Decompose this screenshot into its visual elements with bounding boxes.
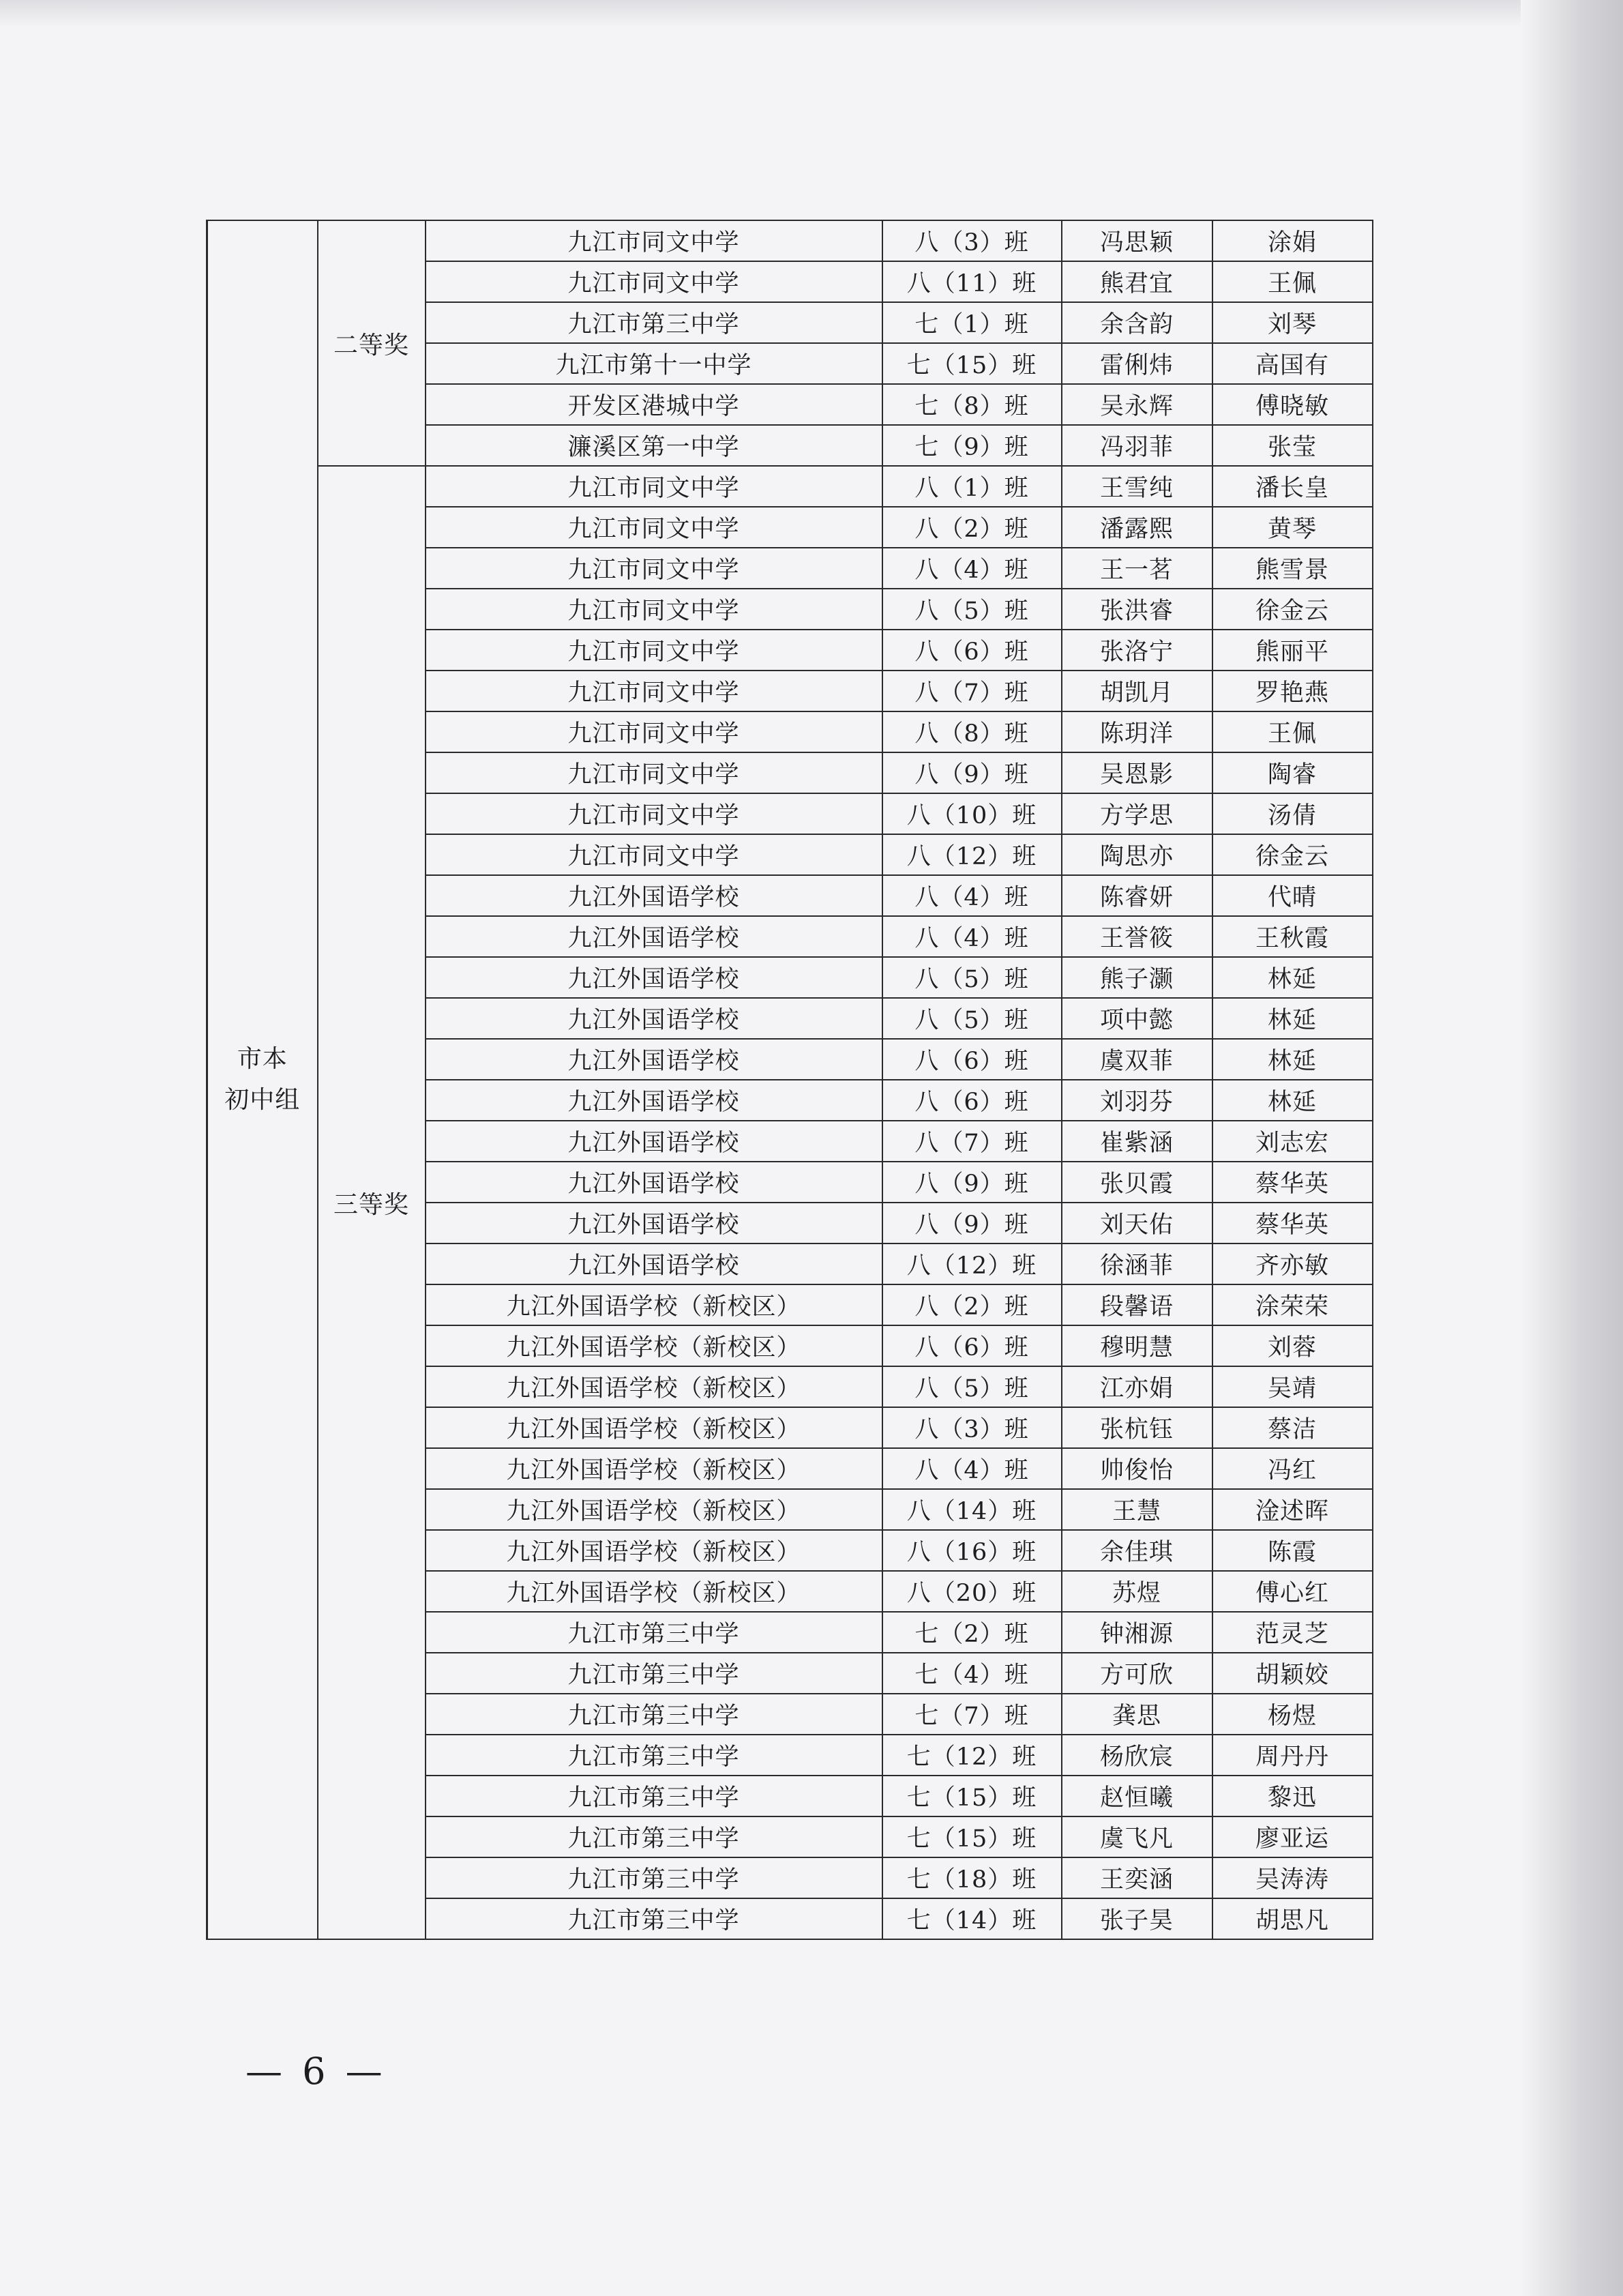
student-cell: 方学思 [1062, 793, 1212, 834]
class-cell: 七（9）班 [882, 425, 1062, 466]
teacher-cell: 蔡华英 [1212, 1203, 1373, 1243]
student-cell: 张杭钰 [1062, 1407, 1212, 1448]
school-cell: 九江外国语学校 [426, 998, 882, 1039]
school-cell: 九江市同文中学 [426, 261, 882, 302]
school-cell: 九江外国语学校 [426, 1203, 882, 1243]
teacher-cell: 林延 [1212, 1080, 1373, 1121]
student-cell: 陈睿妍 [1062, 875, 1212, 916]
teacher-cell: 徐金云 [1212, 834, 1373, 875]
student-cell: 钟湘源 [1062, 1612, 1212, 1653]
student-cell: 余含韵 [1062, 302, 1212, 343]
school-cell: 九江市第三中学 [426, 1694, 882, 1735]
teacher-cell: 陶睿 [1212, 752, 1373, 793]
student-cell: 陈玥洋 [1062, 711, 1212, 752]
student-cell: 熊君宜 [1062, 261, 1212, 302]
student-cell: 王誉筱 [1062, 916, 1212, 957]
student-cell: 穆明慧 [1062, 1325, 1212, 1366]
teacher-cell: 杨煜 [1212, 1694, 1373, 1735]
class-cell: 八（3）班 [882, 1407, 1062, 1448]
teacher-cell: 王佩 [1212, 261, 1373, 302]
teacher-cell: 熊丽平 [1212, 630, 1373, 671]
teacher-cell: 陈霞 [1212, 1530, 1373, 1571]
school-cell: 九江市第三中学 [426, 1776, 882, 1816]
school-cell: 九江市同文中学 [426, 630, 882, 671]
teacher-cell: 罗艳燕 [1212, 671, 1373, 711]
school-cell: 九江市同文中学 [426, 671, 882, 711]
school-cell: 九江外国语学校 [426, 1243, 882, 1284]
teacher-cell: 林延 [1212, 957, 1373, 998]
school-cell: 九江市同文中学 [426, 752, 882, 793]
teacher-cell: 蔡洁 [1212, 1407, 1373, 1448]
class-cell: 八（14）班 [882, 1489, 1062, 1530]
table-row [207, 220, 1373, 261]
class-cell: 八（4）班 [882, 916, 1062, 957]
awards-table [206, 220, 1373, 1940]
teacher-cell: 林延 [1212, 998, 1373, 1039]
teacher-cell: 傅晓敏 [1212, 384, 1373, 425]
scan-shadow-top [0, 0, 1623, 27]
teacher-cell: 淦述晖 [1212, 1489, 1373, 1530]
class-cell: 八（12）班 [882, 834, 1062, 875]
group-label-line: 初中组 [224, 1086, 301, 1114]
school-cell: 九江市第三中学 [426, 1816, 882, 1857]
teacher-cell: 张莹 [1212, 425, 1373, 466]
student-cell: 苏煜 [1062, 1571, 1212, 1612]
student-cell: 张洛宁 [1062, 630, 1212, 671]
teacher-cell: 高国有 [1212, 343, 1373, 384]
student-cell: 崔紫涵 [1062, 1121, 1212, 1162]
school-cell: 九江市同文中学 [426, 834, 882, 875]
teacher-cell: 周丹丹 [1212, 1735, 1373, 1776]
class-cell: 七（1）班 [882, 302, 1062, 343]
student-cell: 熊子灏 [1062, 957, 1212, 998]
student-cell: 吴永辉 [1062, 384, 1212, 425]
student-cell: 潘露熙 [1062, 507, 1212, 548]
class-cell: 八（6）班 [882, 1325, 1062, 1366]
teacher-cell: 林延 [1212, 1039, 1373, 1080]
scan-shadow-edge [1521, 0, 1623, 2296]
group-cell [207, 220, 318, 1939]
student-cell: 项中懿 [1062, 998, 1212, 1039]
teacher-cell: 蔡华英 [1212, 1162, 1373, 1203]
school-cell: 九江市同文中学 [426, 589, 882, 630]
teacher-cell: 徐金云 [1212, 589, 1373, 630]
class-cell: 七（15）班 [882, 1776, 1062, 1816]
class-cell: 八（5）班 [882, 589, 1062, 630]
school-cell: 九江外国语学校 [426, 1080, 882, 1121]
student-cell: 冯羽菲 [1062, 425, 1212, 466]
school-cell: 九江市同文中学 [426, 466, 882, 507]
teacher-cell: 齐亦敏 [1212, 1243, 1373, 1284]
school-cell: 九江市第十一中学 [426, 343, 882, 384]
student-cell: 龚思 [1062, 1694, 1212, 1735]
teacher-cell: 刘琴 [1212, 302, 1373, 343]
school-cell: 九江市同文中学 [426, 220, 882, 261]
student-cell: 方可欣 [1062, 1653, 1212, 1694]
class-cell: 八（2）班 [882, 1284, 1062, 1325]
class-cell: 七（8）班 [882, 384, 1062, 425]
class-cell: 七（15）班 [882, 1816, 1062, 1857]
student-cell: 陶思亦 [1062, 834, 1212, 875]
student-cell: 刘天佑 [1062, 1203, 1212, 1243]
teacher-cell: 王佩 [1212, 711, 1373, 752]
school-cell: 九江外国语学校（新校区） [426, 1571, 882, 1612]
class-cell: 七（15）班 [882, 343, 1062, 384]
student-cell: 杨欣宸 [1062, 1735, 1212, 1776]
student-cell: 王奕涵 [1062, 1857, 1212, 1898]
class-cell: 七（4）班 [882, 1653, 1062, 1694]
student-cell: 帅俊怡 [1062, 1448, 1212, 1489]
student-cell: 雷俐炜 [1062, 343, 1212, 384]
award-level-cell: 二等奖 [318, 220, 426, 466]
class-cell: 八（5）班 [882, 957, 1062, 998]
student-cell: 张洪睿 [1062, 589, 1212, 630]
page-number: — 6 — [245, 2050, 387, 2093]
class-cell: 八（6）班 [882, 1080, 1062, 1121]
class-cell: 七（2）班 [882, 1612, 1062, 1653]
teacher-cell: 范灵芝 [1212, 1612, 1373, 1653]
student-cell: 余佳琪 [1062, 1530, 1212, 1571]
class-cell: 八（2）班 [882, 507, 1062, 548]
student-cell: 徐涵菲 [1062, 1243, 1212, 1284]
class-cell: 八（3）班 [882, 220, 1062, 261]
student-cell: 胡凯月 [1062, 671, 1212, 711]
table-row [207, 466, 1373, 507]
school-cell: 九江市第三中学 [426, 1857, 882, 1898]
school-cell: 九江外国语学校（新校区） [426, 1325, 882, 1366]
teacher-cell: 潘长皇 [1212, 466, 1373, 507]
class-cell: 七（14）班 [882, 1898, 1062, 1939]
teacher-cell: 涂娟 [1212, 220, 1373, 261]
school-cell: 九江市第三中学 [426, 1898, 882, 1939]
student-cell: 赵恒曦 [1062, 1776, 1212, 1816]
class-cell: 八（9）班 [882, 1203, 1062, 1243]
school-cell: 九江外国语学校 [426, 916, 882, 957]
class-cell: 八（11）班 [882, 261, 1062, 302]
teacher-cell: 代晴 [1212, 875, 1373, 916]
class-cell: 八（5）班 [882, 998, 1062, 1039]
school-cell: 九江市第三中学 [426, 1735, 882, 1776]
class-cell: 八（5）班 [882, 1366, 1062, 1407]
class-cell: 八（20）班 [882, 1571, 1062, 1612]
class-cell: 八（7）班 [882, 1121, 1062, 1162]
school-cell: 九江市同文中学 [426, 793, 882, 834]
school-cell: 九江外国语学校（新校区） [426, 1407, 882, 1448]
teacher-cell: 胡颖姣 [1212, 1653, 1373, 1694]
student-cell: 冯思颖 [1062, 220, 1212, 261]
awards-table-body [207, 220, 1373, 1939]
school-cell: 九江市同文中学 [426, 711, 882, 752]
class-cell: 八（4）班 [882, 548, 1062, 589]
class-cell: 七（12）班 [882, 1735, 1062, 1776]
teacher-cell: 冯红 [1212, 1448, 1373, 1489]
student-cell: 段馨语 [1062, 1284, 1212, 1325]
school-cell: 九江市同文中学 [426, 548, 882, 589]
class-cell: 八（7）班 [882, 671, 1062, 711]
teacher-cell: 傅心红 [1212, 1571, 1373, 1612]
class-cell: 八（12）班 [882, 1243, 1062, 1284]
class-cell: 八（6）班 [882, 630, 1062, 671]
student-cell: 江亦娟 [1062, 1366, 1212, 1407]
teacher-cell: 廖亚运 [1212, 1816, 1373, 1857]
student-cell: 王一茗 [1062, 548, 1212, 589]
class-cell: 八（4）班 [882, 875, 1062, 916]
school-cell: 九江市第三中学 [426, 302, 882, 343]
class-cell: 八（8）班 [882, 711, 1062, 752]
class-cell: 八（16）班 [882, 1530, 1062, 1571]
class-cell: 八（4）班 [882, 1448, 1062, 1489]
class-cell: 八（6）班 [882, 1039, 1062, 1080]
student-cell: 虞飞凡 [1062, 1816, 1212, 1857]
teacher-cell: 吴靖 [1212, 1366, 1373, 1407]
award-level-cell: 三等奖 [318, 466, 426, 1939]
class-cell: 八（9）班 [882, 752, 1062, 793]
school-cell: 九江市第三中学 [426, 1612, 882, 1653]
teacher-cell: 胡思凡 [1212, 1898, 1373, 1939]
group-label-line: 市本 [237, 1045, 288, 1073]
school-cell: 九江外国语学校（新校区） [426, 1530, 882, 1571]
school-cell: 九江外国语学校 [426, 875, 882, 916]
teacher-cell: 熊雪景 [1212, 548, 1373, 589]
teacher-cell: 汤倩 [1212, 793, 1373, 834]
school-cell: 开发区港城中学 [426, 384, 882, 425]
teacher-cell: 黎迅 [1212, 1776, 1373, 1816]
class-cell: 八（9）班 [882, 1162, 1062, 1203]
student-cell: 王慧 [1062, 1489, 1212, 1530]
student-cell: 张贝霞 [1062, 1162, 1212, 1203]
student-cell: 刘羽芬 [1062, 1080, 1212, 1121]
teacher-cell: 刘蓉 [1212, 1325, 1373, 1366]
teacher-cell: 刘志宏 [1212, 1121, 1373, 1162]
student-cell: 王雪纯 [1062, 466, 1212, 507]
teacher-cell: 王秋霞 [1212, 916, 1373, 957]
class-cell: 七（7）班 [882, 1694, 1062, 1735]
student-cell: 吴恩影 [1062, 752, 1212, 793]
school-cell: 九江外国语学校（新校区） [426, 1366, 882, 1407]
student-cell: 虞双菲 [1062, 1039, 1212, 1080]
school-cell: 九江市第三中学 [426, 1653, 882, 1694]
school-cell: 九江外国语学校（新校区） [426, 1489, 882, 1530]
school-cell: 九江外国语学校（新校区） [426, 1284, 882, 1325]
class-cell: 八（1）班 [882, 466, 1062, 507]
teacher-cell: 吴涛涛 [1212, 1857, 1373, 1898]
school-cell: 濂溪区第一中学 [426, 425, 882, 466]
teacher-cell: 黄琴 [1212, 507, 1373, 548]
class-cell: 七（18）班 [882, 1857, 1062, 1898]
student-cell: 张子昊 [1062, 1898, 1212, 1939]
class-cell: 八（10）班 [882, 793, 1062, 834]
school-cell: 九江外国语学校 [426, 1162, 882, 1203]
school-cell: 九江市同文中学 [426, 507, 882, 548]
school-cell: 九江外国语学校（新校区） [426, 1448, 882, 1489]
school-cell: 九江外国语学校 [426, 957, 882, 998]
school-cell: 九江外国语学校 [426, 1121, 882, 1162]
school-cell: 九江外国语学校 [426, 1039, 882, 1080]
teacher-cell: 涂荣荣 [1212, 1284, 1373, 1325]
